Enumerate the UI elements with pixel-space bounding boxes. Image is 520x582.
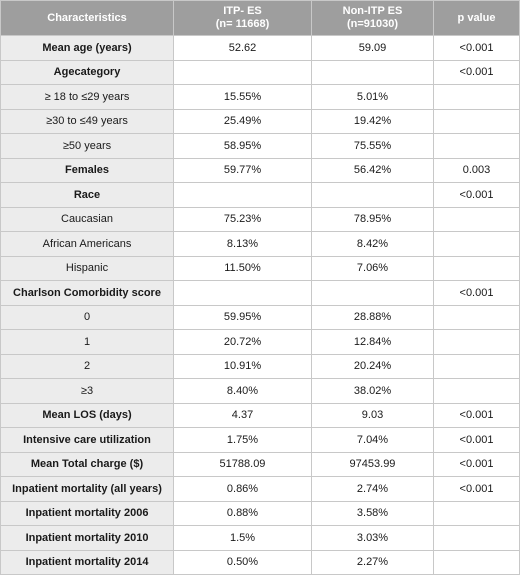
label-cell: Agecategory bbox=[1, 60, 174, 85]
itp-es-cell: 0.50% bbox=[174, 550, 312, 575]
table-row bbox=[1, 60, 520, 85]
header-row bbox=[1, 1, 520, 36]
label-cell: ≥50 years bbox=[1, 134, 174, 159]
p-value-cell bbox=[434, 232, 520, 257]
label-cell: 2 bbox=[1, 354, 174, 379]
table-row bbox=[1, 403, 520, 428]
label-cell: Inpatient mortality 2014 bbox=[1, 550, 174, 575]
itp-es-cell bbox=[174, 183, 312, 208]
label-cell: Inpatient mortality 2006 bbox=[1, 501, 174, 526]
non-itp-es-cell: 12.84% bbox=[312, 330, 434, 355]
table-row bbox=[1, 134, 520, 159]
p-value-cell bbox=[434, 379, 520, 404]
itp-es-cell: 58.95% bbox=[174, 134, 312, 159]
non-itp-es-cell: 19.42% bbox=[312, 109, 434, 134]
label-cell: Caucasian bbox=[1, 207, 174, 232]
table-row bbox=[1, 330, 520, 355]
non-itp-es-cell: 3.58% bbox=[312, 501, 434, 526]
non-itp-es-cell: 75.55% bbox=[312, 134, 434, 159]
label-cell: Race bbox=[1, 183, 174, 208]
label-cell: Intensive care utilization bbox=[1, 428, 174, 453]
non-itp-es-cell: 5.01% bbox=[312, 85, 434, 110]
table-row bbox=[1, 256, 520, 281]
table-row bbox=[1, 232, 520, 257]
p-value-cell: <0.001 bbox=[434, 36, 520, 61]
table-row bbox=[1, 526, 520, 551]
table-row bbox=[1, 207, 520, 232]
table-row bbox=[1, 85, 520, 110]
non-itp-es-cell: 9.03 bbox=[312, 403, 434, 428]
p-value-cell: <0.001 bbox=[434, 281, 520, 306]
table-body bbox=[1, 36, 520, 575]
itp-es-cell: 11.50% bbox=[174, 256, 312, 281]
header-line1: p value bbox=[457, 11, 496, 24]
label-cell: Inpatient mortality (all years) bbox=[1, 477, 174, 502]
header-line2: (n= 11668) bbox=[215, 18, 270, 30]
table-row bbox=[1, 183, 520, 208]
itp-es-cell: 25.49% bbox=[174, 109, 312, 134]
table-row bbox=[1, 281, 520, 306]
non-itp-es-cell: 8.42% bbox=[312, 232, 434, 257]
table-row bbox=[1, 305, 520, 330]
p-value-cell bbox=[434, 354, 520, 379]
header-p-value bbox=[434, 1, 520, 36]
label-cell: ≥30 to ≤49 years bbox=[1, 109, 174, 134]
non-itp-es-cell: 2.27% bbox=[312, 550, 434, 575]
label-cell: ≥ 18 to ≤29 years bbox=[1, 85, 174, 110]
header-characteristics bbox=[1, 1, 174, 36]
p-value-cell: <0.001 bbox=[434, 428, 520, 453]
header-line2: (n=91030) bbox=[346, 18, 399, 30]
label-cell: Females bbox=[1, 158, 174, 183]
p-value-cell: <0.001 bbox=[434, 183, 520, 208]
non-itp-es-cell: 97453.99 bbox=[312, 452, 434, 477]
itp-es-cell: 1.75% bbox=[174, 428, 312, 453]
label-cell: African Americans bbox=[1, 232, 174, 257]
label-cell: Charlson Comorbidity score bbox=[1, 281, 174, 306]
label-cell: Hispanic bbox=[1, 256, 174, 281]
p-value-cell bbox=[434, 330, 520, 355]
non-itp-es-cell bbox=[312, 281, 434, 306]
label-cell: Mean age (years) bbox=[1, 36, 174, 61]
table-row bbox=[1, 477, 520, 502]
itp-es-cell bbox=[174, 60, 312, 85]
itp-es-cell: 59.95% bbox=[174, 305, 312, 330]
itp-es-cell: 10.91% bbox=[174, 354, 312, 379]
p-value-cell bbox=[434, 85, 520, 110]
itp-es-cell bbox=[174, 281, 312, 306]
header-line1: Non-ITP ES bbox=[342, 5, 403, 17]
non-itp-es-cell: 3.03% bbox=[312, 526, 434, 551]
itp-es-cell: 0.86% bbox=[174, 477, 312, 502]
itp-es-cell: 15.55% bbox=[174, 85, 312, 110]
p-value-cell bbox=[434, 134, 520, 159]
non-itp-es-cell: 7.06% bbox=[312, 256, 434, 281]
table-row bbox=[1, 501, 520, 526]
header-line1: ITP- ES bbox=[223, 5, 262, 17]
non-itp-es-cell bbox=[312, 60, 434, 85]
table-row bbox=[1, 36, 520, 61]
itp-es-cell: 0.88% bbox=[174, 501, 312, 526]
label-cell: ≥3 bbox=[1, 379, 174, 404]
header-non-itp-es bbox=[312, 1, 434, 36]
non-itp-es-cell: 28.88% bbox=[312, 305, 434, 330]
label-cell: Mean LOS (days) bbox=[1, 403, 174, 428]
table-row bbox=[1, 354, 520, 379]
label-cell: Mean Total charge ($) bbox=[1, 452, 174, 477]
p-value-cell bbox=[434, 109, 520, 134]
non-itp-es-cell: 7.04% bbox=[312, 428, 434, 453]
p-value-cell: <0.001 bbox=[434, 452, 520, 477]
table-row bbox=[1, 550, 520, 575]
p-value-cell bbox=[434, 501, 520, 526]
table-row bbox=[1, 452, 520, 477]
p-value-cell bbox=[434, 305, 520, 330]
non-itp-es-cell: 56.42% bbox=[312, 158, 434, 183]
table-row bbox=[1, 379, 520, 404]
p-value-cell: <0.001 bbox=[434, 60, 520, 85]
itp-es-cell: 20.72% bbox=[174, 330, 312, 355]
p-value-cell bbox=[434, 550, 520, 575]
itp-es-cell: 75.23% bbox=[174, 207, 312, 232]
itp-es-cell: 59.77% bbox=[174, 158, 312, 183]
p-value-cell: 0.003 bbox=[434, 158, 520, 183]
table-row bbox=[1, 428, 520, 453]
itp-es-cell: 1.5% bbox=[174, 526, 312, 551]
non-itp-es-cell: 38.02% bbox=[312, 379, 434, 404]
itp-es-cell: 4.37 bbox=[174, 403, 312, 428]
table-row bbox=[1, 158, 520, 183]
p-value-cell bbox=[434, 526, 520, 551]
non-itp-es-cell: 78.95% bbox=[312, 207, 434, 232]
non-itp-es-cell: 59.09 bbox=[312, 36, 434, 61]
label-cell: Inpatient mortality 2010 bbox=[1, 526, 174, 551]
header-itp-es bbox=[174, 1, 312, 36]
non-itp-es-cell: 2.74% bbox=[312, 477, 434, 502]
p-value-cell: <0.001 bbox=[434, 477, 520, 502]
table-row bbox=[1, 109, 520, 134]
p-value-cell bbox=[434, 207, 520, 232]
non-itp-es-cell: 20.24% bbox=[312, 354, 434, 379]
p-value-cell: <0.001 bbox=[434, 403, 520, 428]
itp-es-cell: 52.62 bbox=[174, 36, 312, 61]
itp-es-cell: 8.13% bbox=[174, 232, 312, 257]
itp-es-cell: 51788.09 bbox=[174, 452, 312, 477]
non-itp-es-cell bbox=[312, 183, 434, 208]
label-cell: 1 bbox=[1, 330, 174, 355]
label-cell: 0 bbox=[1, 305, 174, 330]
itp-es-cell: 8.40% bbox=[174, 379, 312, 404]
header-line1: Characteristics bbox=[47, 11, 127, 24]
p-value-cell bbox=[434, 256, 520, 281]
